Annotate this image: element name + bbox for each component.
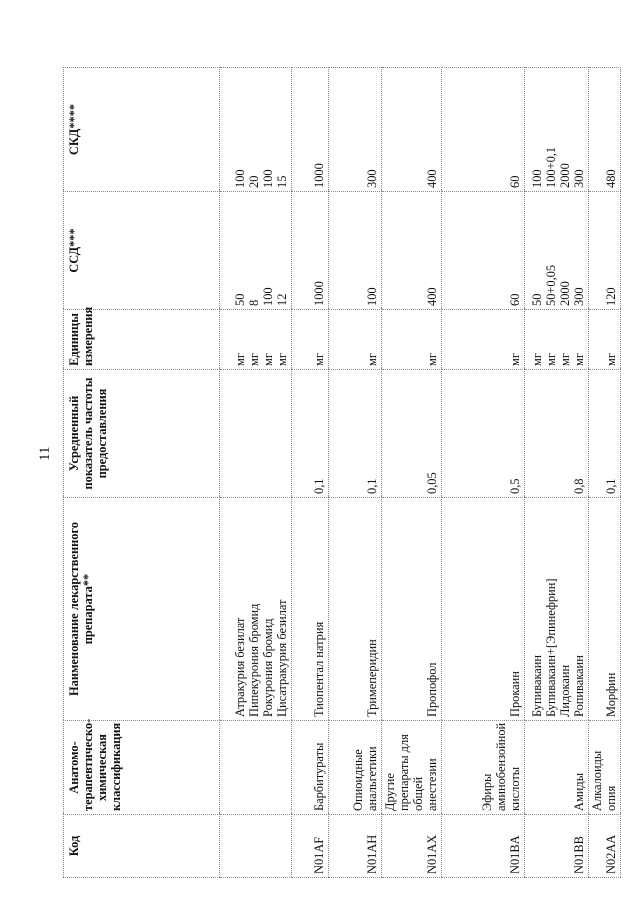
- skd-cell-item: 300: [572, 169, 586, 188]
- frequency-cell: [220, 370, 292, 498]
- frequency-cell: 0,1: [329, 370, 382, 498]
- table-row: [525, 68, 589, 878]
- drug-name-cell: [382, 498, 442, 721]
- unit-cell-item: мг: [572, 353, 586, 366]
- unit-cell: [382, 310, 442, 370]
- ssd-cell-item: 50: [530, 293, 544, 306]
- page-number: 11: [37, 446, 53, 461]
- code-cell: N01AF: [292, 815, 329, 878]
- ssd-cell-item: 60: [508, 293, 522, 306]
- frequency-cell: 0,5: [442, 370, 525, 498]
- ssd-cell: [525, 192, 589, 310]
- unit-cell-item: мг: [261, 353, 275, 366]
- skd-cell: [382, 68, 442, 192]
- skd-cell-item: 1000: [312, 163, 326, 188]
- table-row: [329, 68, 382, 878]
- header-drug: Наименование лекарственного препарата**: [64, 498, 220, 721]
- drug-name-cell-item: Цисатракурия безилат: [275, 599, 289, 717]
- header-frequency: Усредненный показатель частоты предоставления: [64, 370, 220, 498]
- unit-cell-item: мг: [604, 353, 618, 366]
- drug-name-cell-item: Тримеперидин: [365, 639, 379, 717]
- code-cell: [220, 815, 292, 878]
- unit-cell-item: мг: [233, 353, 247, 366]
- unit-cell: [220, 310, 292, 370]
- table-row: [292, 68, 329, 878]
- skd-cell: [220, 68, 292, 192]
- drug-name-cell-item: Морфин: [604, 672, 618, 717]
- drug-name-cell: [442, 498, 525, 721]
- drug-name-cell: [589, 498, 621, 721]
- drug-name-cell: [220, 498, 292, 721]
- drug-name-cell-item: Лидокаин: [558, 664, 572, 717]
- ssd-cell-item: 50: [233, 293, 247, 306]
- ssd-cell-item: 50+0,05: [544, 264, 558, 306]
- unit-cell: [329, 310, 382, 370]
- atc-cell: Барбитураты: [292, 721, 329, 815]
- frequency-cell: 0,1: [589, 370, 621, 498]
- header-ssd: ССД***: [64, 192, 220, 310]
- skd-cell-item: 100: [233, 169, 247, 188]
- unit-cell: [442, 310, 525, 370]
- code-cell: N01AX: [382, 815, 442, 878]
- drug-name-cell: [292, 498, 329, 721]
- ssd-cell-item: 8: [247, 299, 261, 306]
- skd-cell-item: 15: [275, 175, 289, 188]
- skd-cell-item: 2000: [558, 163, 572, 188]
- unit-cell-item: мг: [312, 353, 326, 366]
- ssd-cell-item: 100: [365, 287, 379, 306]
- atc-cell: [220, 721, 292, 815]
- table-row: [589, 68, 621, 878]
- skd-cell-item: 100+0,1: [544, 146, 558, 188]
- atc-cell: Эфиры аминобензойной кислоты: [442, 721, 525, 815]
- skd-cell: [525, 68, 589, 192]
- table-row: [382, 68, 442, 878]
- skd-cell-item: 400: [425, 169, 439, 188]
- ssd-cell-item: 12: [275, 293, 289, 306]
- skd-cell: [442, 68, 525, 192]
- drug-name-cell-item: Бупивакаин+[Эпинефрин]: [544, 578, 558, 717]
- unit-cell: [525, 310, 589, 370]
- unit-cell-item: мг: [365, 353, 379, 366]
- unit-cell: [589, 310, 621, 370]
- header-unit: Единицы измерения: [64, 310, 220, 370]
- ssd-cell: [220, 192, 292, 310]
- skd-cell-item: 20: [247, 175, 261, 188]
- atc-cell: Опиоидные анальгетики: [329, 721, 382, 815]
- drug-name-cell-item: Ропивакаин: [572, 655, 586, 717]
- unit-cell-item: мг: [425, 353, 439, 366]
- drug-name-cell-item: Атракурия безилат: [233, 617, 247, 717]
- ssd-cell-item: 300: [572, 287, 586, 306]
- drug-name-cell-item: Пропофол: [425, 662, 439, 717]
- skd-cell-item: 300: [365, 169, 379, 188]
- skd-cell-item: 100: [261, 169, 275, 188]
- code-cell: N02AA: [589, 815, 621, 878]
- unit-cell-item: мг: [275, 353, 289, 366]
- ssd-cell: [589, 192, 621, 310]
- code-cell: N01BA: [442, 815, 525, 878]
- frequency-cell: 0,8: [525, 370, 589, 498]
- unit-cell: [292, 310, 329, 370]
- unit-cell-item: мг: [508, 353, 522, 366]
- ssd-cell-item: 400: [425, 287, 439, 306]
- table-row: [220, 68, 292, 878]
- table-body: [220, 68, 621, 878]
- ssd-cell: [382, 192, 442, 310]
- atc-cell: Амиды: [525, 721, 589, 815]
- frequency-cell: 0,05: [382, 370, 442, 498]
- header-skd: СКД****: [64, 68, 220, 192]
- skd-cell: [589, 68, 621, 192]
- skd-cell: [329, 68, 382, 192]
- drug-name-cell-item: Бупивакаин: [530, 654, 544, 717]
- unit-cell-item: мг: [558, 353, 572, 366]
- ssd-cell-item: 100: [261, 287, 275, 306]
- drug-name-cell-item: Тиопентал натрия: [312, 621, 326, 717]
- drug-name-cell-item: Пипекурония бромид: [247, 603, 261, 717]
- unit-cell-item: мг: [247, 353, 261, 366]
- unit-cell-item: мг: [544, 353, 558, 366]
- code-cell: N01AH: [329, 815, 382, 878]
- ssd-cell: [329, 192, 382, 310]
- ssd-cell: [442, 192, 525, 310]
- drug-table: [63, 67, 621, 878]
- header-code: Код: [64, 815, 220, 878]
- rotated-table-container: [63, 68, 618, 878]
- unit-cell-item: мг: [530, 353, 544, 366]
- atc-cell: Алкалоиды опия: [589, 721, 621, 815]
- code-cell: N01BB: [525, 815, 589, 878]
- drug-name-cell: [525, 498, 589, 721]
- header-atc: Анатомо-терапевтическо-химическая классификация: [64, 721, 220, 815]
- ssd-cell-item: 2000: [558, 281, 572, 306]
- table-row: [442, 68, 525, 878]
- atc-cell: Другие препараты для общей анестезии: [382, 721, 442, 815]
- drug-name-cell-item: Прокаин: [508, 671, 522, 717]
- ssd-cell: [292, 192, 329, 310]
- ssd-cell-item: 120: [604, 287, 618, 306]
- frequency-cell: 0,1: [292, 370, 329, 498]
- drug-name-cell: [329, 498, 382, 721]
- header-row: [64, 68, 220, 878]
- skd-cell-item: 480: [604, 169, 618, 188]
- skd-cell-item: 60: [508, 175, 522, 188]
- skd-cell: [292, 68, 329, 192]
- skd-cell-item: 100: [530, 169, 544, 188]
- drug-name-cell-item: Рокурония бромид: [261, 618, 275, 717]
- ssd-cell-item: 1000: [312, 281, 326, 306]
